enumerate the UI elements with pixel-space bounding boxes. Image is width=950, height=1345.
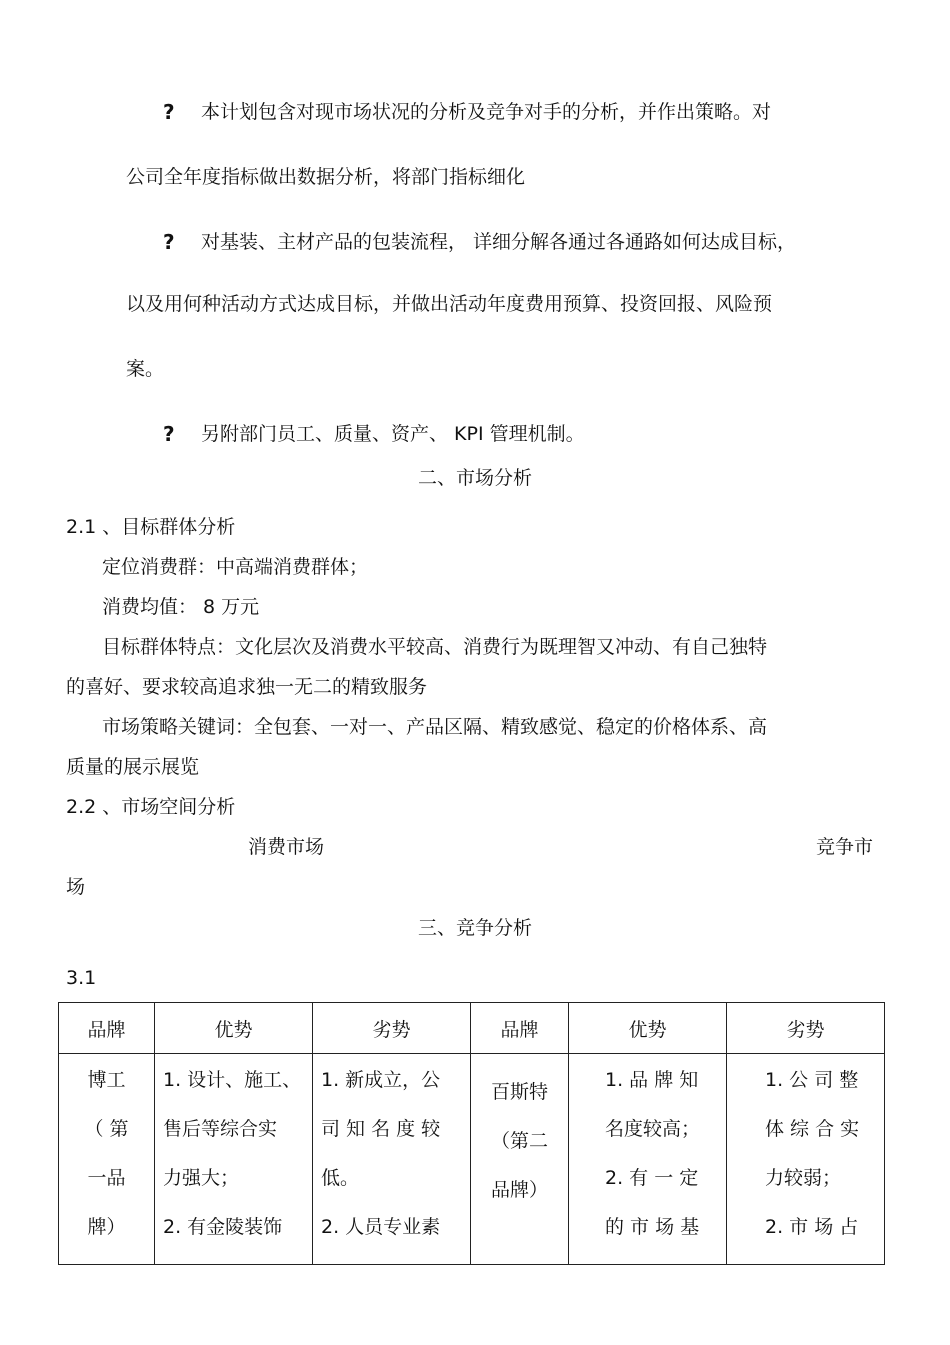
brand-1-text: 牌） <box>87 1216 126 1238</box>
bullet-2-line-3: 案。 <box>126 358 165 380</box>
header-cell: 劣势 <box>313 1003 471 1054</box>
keywords-line-2: 质量的展示展览 <box>66 756 200 778</box>
header-cell: 品牌 <box>471 1003 569 1054</box>
section-2-2-title: 2.2 、市场空间分析 <box>66 796 236 818</box>
brand-2-disadvantages-cell <box>727 1054 885 1265</box>
section-3-1-title: 3.1 <box>66 967 97 989</box>
section-3-heading: 三、竞争分析 <box>417 917 532 939</box>
table-header-row <box>59 1003 885 1054</box>
consumer-market-label: 消费市场 <box>248 836 325 858</box>
bullet-2-line-2: 以及用何种活动方式达成目标，并做出活动年度费用预算、投资回报、风险预 <box>126 293 773 315</box>
competitive-market-label: 竞争市 <box>816 836 874 858</box>
brand-2-cell <box>471 1054 569 1265</box>
competitor-table <box>58 1002 885 1265</box>
brand-1-text: 博工 <box>87 1069 126 1091</box>
disadvantage-text: 力较弱； <box>765 1167 842 1189</box>
bullet-marker: ? <box>163 230 175 254</box>
header-cell: 优势 <box>155 1003 313 1054</box>
bullet-3-line-1: 另附部门员工、质量、资产、 KPI 管理机制。 <box>201 423 585 445</box>
brand-1-advantages-cell <box>155 1054 313 1265</box>
advantage-text: 力强大； <box>163 1167 240 1189</box>
disadvantage-text: 司 知 名 度 较 <box>321 1118 441 1140</box>
disadvantage-text: 2. 人员专业素 <box>321 1216 441 1238</box>
keywords-line-1: 市场策略关键词：全包套、一对一、产品区隔、精致感觉、稳定的价格体系、高 <box>102 716 768 738</box>
brand-2-advantages-cell <box>569 1054 727 1265</box>
header-cell: 劣势 <box>727 1003 885 1054</box>
brand-1-text: （ 第 <box>84 1118 129 1140</box>
disadvantage-text: 2. 市 场 占 <box>765 1216 859 1238</box>
advantage-text: 1. 品 牌 知 <box>605 1069 699 1091</box>
section-2-heading: 二、市场分析 <box>417 467 532 489</box>
bullet-marker: ? <box>163 100 175 124</box>
advantage-text: 2. 有 一 定 <box>605 1167 699 1189</box>
header-cell: 品牌 <box>59 1003 155 1054</box>
header-cell: 优势 <box>569 1003 727 1054</box>
brand-2-text: （第二 <box>490 1129 548 1152</box>
brand-2-text: 百斯特 <box>490 1080 548 1103</box>
positioning-text: 定位消费群：中高端消费群体； <box>102 556 369 578</box>
disadvantage-text: 1. 新成立，公 <box>321 1069 441 1091</box>
bullet-2-line-1: 对基装、主材产品的包装流程， 详细分解各通过各通路如何达成目标， <box>201 231 797 253</box>
brand-2-text: 品牌） <box>490 1178 548 1201</box>
brand-1-cell <box>59 1054 155 1265</box>
brand-1-disadvantages-cell <box>313 1054 471 1265</box>
section-2-1-title: 2.1 、目标群体分析 <box>66 516 236 538</box>
bullet-1-line-1: 本计划包含对现市场状况的分析及竞争对手的分析，并作出策略。对 <box>201 101 772 123</box>
advantage-text: 1. 设计、施工、 <box>163 1069 302 1091</box>
competitive-market-label-wrap: 场 <box>66 876 86 898</box>
average-spend-text: 消费均值： 8 万元 <box>102 596 260 618</box>
target-features-line-2: 的喜好、要求较高追求独一无二的精致服务 <box>66 676 428 698</box>
brand-1-text: 一品 <box>87 1167 126 1189</box>
disadvantage-text: 体 综 合 实 <box>765 1118 860 1140</box>
advantage-text: 售后等综合实 <box>163 1118 278 1140</box>
bullet-1-line-2: 公司全年度指标做出数据分析，将部门指标细化 <box>126 166 526 188</box>
disadvantage-text: 1. 公 司 整 <box>765 1069 859 1091</box>
bullet-marker: ? <box>163 422 175 446</box>
advantage-text: 2. 有金陵装饰 <box>163 1216 283 1238</box>
disadvantage-text: 低。 <box>321 1167 360 1189</box>
advantage-text: 名度较高； <box>605 1118 701 1140</box>
table-row <box>59 1054 885 1265</box>
advantage-text: 的 市 场 基 <box>605 1216 700 1238</box>
target-features-line-1: 目标群体特点：文化层次及消费水平较高、消费行为既理智又冲动、有自己独特 <box>102 636 768 658</box>
